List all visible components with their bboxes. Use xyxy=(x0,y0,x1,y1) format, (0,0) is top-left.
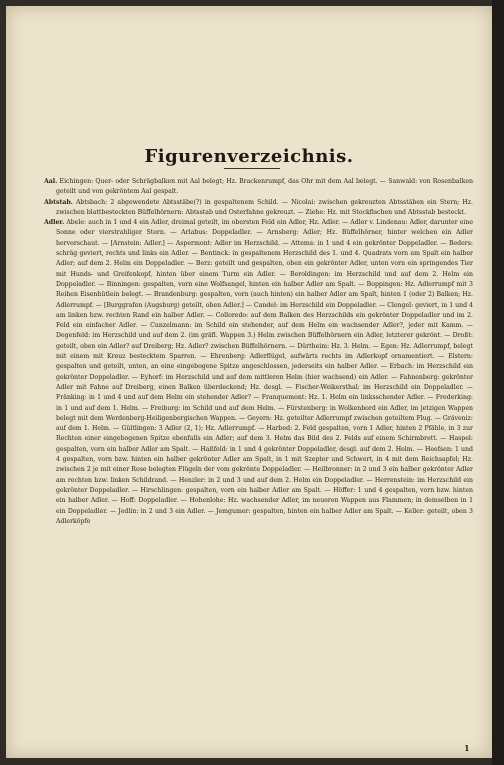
entry-heading: Abtstab. xyxy=(44,198,73,206)
entry-text: Abele: auch in 1 und 4 ein Adler, dreimal geteilt, im obersten Feld ein Adler, Hz. Adler. — Adler v. Lindenau: Adler, darunter eine Sonne oder vierstrahliger Stern. — Arlabus: Doppeladler. — Arnsberg: Adler; Hz. Büffelhörner, hinter welchen ein Adler hervorschaut. — [Arnstein: Adler.] — Aspermont: Adler im Herzschild. — Attems: in 1 und 4 ein gekrönter Doppeladler. — Beders: schräg geviert, rechts und links ein Adler. — Bentinck: in gespaltenem Herzschild des 1. und 4. Quadrats vorn am Spalt ein halber Adler; auf dem 2. Helm ein Doppeladler. — Berz: geteilt und gespalten, oben ein gekrönter Adler, unten vorn ein springendes Tier mit Hunds- und Greifenkopf, hinten über einem Turm ein Adler. — Beroldingen: im Herzschild und auf dem 2. Helm ein Doppeladler. — Binningen: gespalten, vorn eine Wolfsangel, hinten ein halber Adler am Spalt. — Boppingen: Hz. Adlerrumpf mit 3 Reihen Eisenhütlein belegt. — Brandenburg: gespalten, vorn (auch hinten) ein halber Adler am Spalt, hinten 1 (oder 2) Balken; Hz. Adlerrumpf. — [Burggrafen (Augsburg) geteilt, oben Adler.] — Candel: im Herzschild ein Doppeladler. — Clengel: geviert, in 1 und 4 am linken bzw. rechten Rand ein halber Adler. — Colloredo: auf dem Balken des Herzschilds ein gekrönter Doppeladler und im 2. Feld ein einfacher Adler. — Cunzelmann: im Schild ein stehender, auf dem Helm ein wachsender Adler?, jeder mit Kamm. — Degenfeld: im Herzschild und auf dem 2. (im gräfl. Wappen 3.) Helm zwischen Büffelhörnern ein Adler, letzterer gekrönt. — Droßt: geteilt, oben ein Adler? auf Dreiberg; Hz. Adler? zwischen Büffelhörnern. — Dürtheim: Hz. 3. Helm. — Egen: Hz. Adlerrumpf, belegt mit einem mit Kreuz bestecktem Sparren. — Ehrenberg: Adlerflügel, aufwärts rechts im Adlerkopf ornamentiert. — Elstern: gespalten und geteilt, unten, an eine eingebogene Spitze angeschlossen, jederseits ein halber Adler. — Erbach: im Herzschild ein gekrönter Doppeladler. — Eyhorf: im Herzschild und auf dem mittleren Helm (hier wachsend) ein Adler. — Fahnenberg: gekrönter Adler mit Fahne auf Dreiberg, einen Balken überdeckend; Hz. desgl. — Fischer-Weikersthal: im Herzschild ein Doppeladler. — Fränking: in 1 und 4 und auf dem Helm ein stehender Adler? — Franquemont: Hz. 1. Helm ein linksschender Adler. — Frederking: in 1 und auf dem 1. Helm. — Freiburg: im Schild und auf dem Helm. — Fürstenberg: in Wolkenbord ein Adler, im jetzigen Wappen belegt mit dem Werdenberg-Heiligenbergischen Wappen. — Geyern: Hz. geteilter Adlerrumpf zwischen geteiltem Flug. — Gräveniz: auf dem 1. Helm. — Gültlingen: 3 Adler (2, 1); Hz. Adlerrumpf. — Harbed: 2. Feld gespalten, vorn 1 Adler, hinten 2 Pfähle, in 3 zur Rechten einer eingebogenen Spitze ebenfalls ein Adler; auf dem 3. Helm das Bild des 2. Felds auf einem Schirmbrett. — Haspel: gespalten, vorn ein halber Adler am Spalt. — Haßfeld: in 1 und 4 gekrönter Doppeladler, desgl. auf dem 2. Helm. — Heefsen: 1 und 4 gespalten, vorn bzw. hinten ein halber gekrönter Adler am Spalt, in 1 mit Szepter und Schwert, in 4 mit dem Reichsapfel; Hz. zwischen 2 je mit einer Rose belegten Flügeln der vom gekrönte Doppeladler. — Heilbronner: in 2 und 3 ein halber gekrönter Adler am rechten bzw. linken Schildrand. — Henzler: in 2 und 3 und auf dem 2. Helm ein Doppeladler. — Herrenstein: im Herzschild ein gekrönter Doppeladler. — Hirschlingen: gespalten, vorn ein halber Adler am Spalt. — Höffer: 1 und 4 gespalten, vorn bzw. hinten ein halber Adler. — Hoff: Doppeladler. — Hohenlohe: Hz. wachsender Adler, im neueren Wappen aus Flammen; in demselben in 1 ein Doppeladler. — Jedlin: in 2 und 3 ein Adler. — Jemgumer: gespalten, hinten ein halber Adler am Spalt. — Keller: geteilt, oben 3 Adlerköpfe xyxy=(56,219,474,525)
index-entry-abtstab xyxy=(44,198,473,219)
entry-text: Eichingen: Quer- oder Schrägbalken mit Aal belegt; Hz. Brackenrumpf, das Ohr mit dem Aal belegt. — Sanwald: von Rosenbalken geteilt und von gekröntem Aal gespalt. xyxy=(56,178,473,196)
index-entry-adler xyxy=(44,218,473,527)
page-number: 1 xyxy=(464,743,470,753)
index-entry-aal xyxy=(44,177,473,198)
scan-edge xyxy=(492,0,504,765)
index-body xyxy=(44,177,473,527)
entry-heading: Aal. xyxy=(44,178,58,185)
entry-heading: Adler. xyxy=(44,219,65,227)
entry-text: Abtsbach: 2 abgewendete Abtsstäbe(?) in gespaltenem Schild. — Nicolai: zwischen gekreuzten Abtsstäben ein Stern; Hz. zwischen blattbesteckten Büffelhörnern: Abtsstab und Osterfahne gekreuzt. — Ziehe: Hz. mit Stockfischen und Abtsstab besteckt. xyxy=(56,198,474,216)
document-page xyxy=(6,6,492,758)
page-title: Figurenverzeichnis. xyxy=(144,146,354,167)
title-rule xyxy=(224,168,280,169)
